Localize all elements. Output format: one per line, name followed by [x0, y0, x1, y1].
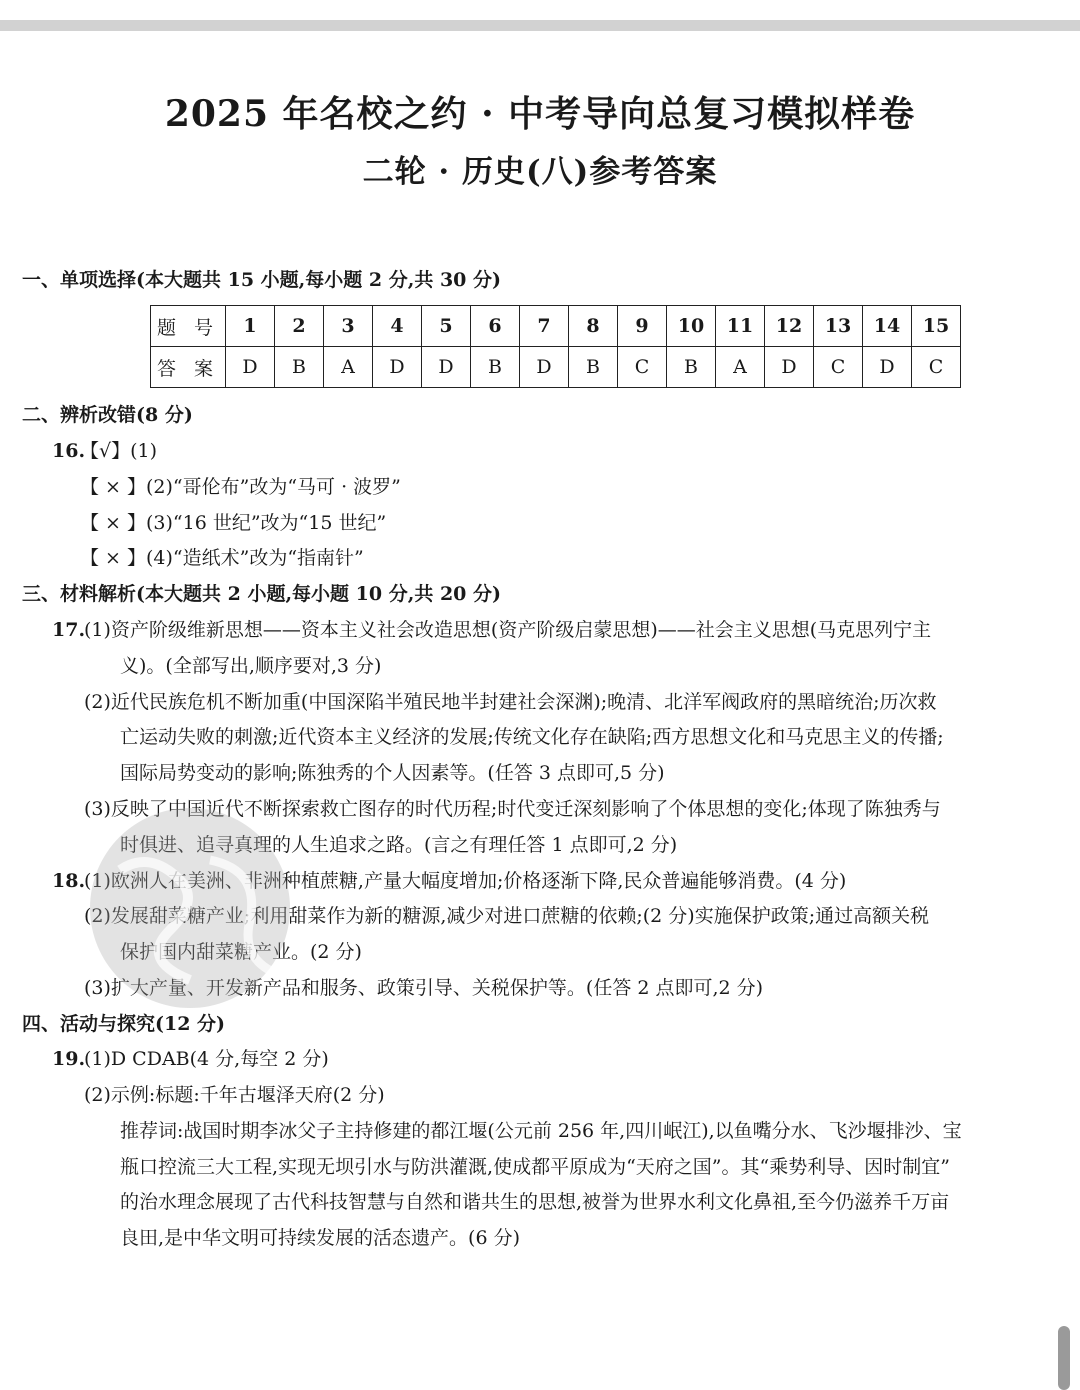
question-19-line: 推荐词:战国时期李冰父子主持修建的都江堰(公元前 256 年,四川岷江),以鱼嘴分水、飞沙堰排沙、宝: [120, 1120, 962, 1142]
question-19-number: 19.: [52, 1048, 86, 1070]
section4-heading: 四、活动与探究(12 分): [22, 1013, 226, 1035]
question-number-cell: 15: [912, 306, 961, 347]
question-17-line: 亡运动失败的刺激;近代资本主义经济的发展;传统文化存在缺陷;西方思想文化和马克思主义的传播;: [120, 726, 944, 748]
section1-heading: 一、单项选择(本大题共 15 小题,每小题 2 分,共 30 分): [22, 269, 501, 291]
question-number-cell: 7: [520, 306, 569, 347]
question-number-cell: 12: [765, 306, 814, 347]
question-number-cell: 9: [618, 306, 667, 347]
answer-cell: D: [520, 347, 569, 388]
question-18-line: (1)欧洲人在美洲、非洲种植蔗糖,产量大幅度增加;价格逐渐下降,民众普遍能够消费。(4 分): [84, 870, 847, 892]
question-18-line: (3)扩大产量、开发新产品和服务、政策引导、关税保护等。(任答 2 点即可,2 分): [84, 977, 764, 999]
answer-table-number-row: [151, 306, 961, 347]
answer-cell: B: [569, 347, 618, 388]
answer-table: [150, 305, 961, 388]
question-16-item: 【 × 】(3)“16 世纪”改为“15 世纪”: [80, 512, 387, 534]
question-19-line: 的治水理念展现了古代科技智慧与自然和谐共生的思想,被誉为世界水利文化鼻祖,至今仍滋养千万亩: [120, 1191, 950, 1213]
answer-cell: C: [814, 347, 863, 388]
question-17-line: 时俱进、追寻真理的人生追求之路。(言之有理任答 1 点即可,2 分): [120, 834, 678, 856]
answer-table-answer-row: [151, 347, 961, 388]
page-title: 2025 年名校之约 · 中考导向总复习模拟样卷: [164, 93, 916, 135]
question-number-cell: 10: [667, 306, 716, 347]
page-subtitle: 二轮 · 历史(八)参考答案: [362, 154, 718, 190]
question-17-line: (2)近代民族危机不断加重(中国深陷半殖民地半封建社会深渊);晚清、北洋军阀政府的黑暗统治;历次救: [84, 691, 937, 713]
answer-cell: D: [422, 347, 471, 388]
question-16-item: 【 × 】(4)“造纸术”改为“指南针”: [80, 547, 364, 569]
question-number-cell: 2: [275, 306, 324, 347]
question-18-number: 18.: [52, 870, 86, 892]
question-19-line: (2)示例:标题:千年古堰泽天府(2 分): [84, 1084, 385, 1106]
answer-cell: C: [618, 347, 667, 388]
scrollbar-thumb[interactable]: [1058, 1326, 1070, 1390]
question-17-line: 义)。(全部写出,顺序要对,3 分): [120, 655, 382, 677]
answer-cell: D: [765, 347, 814, 388]
question-19-line: (1)D CDAB(4 分,每空 2 分): [84, 1048, 329, 1070]
question-number-cell: 1: [226, 306, 275, 347]
answer-cell: D: [226, 347, 275, 388]
section2-heading: 二、辨析改错(8 分): [22, 404, 193, 426]
answer-cell: A: [324, 347, 373, 388]
question-number-cell: 13: [814, 306, 863, 347]
question-number-cell: 3: [324, 306, 373, 347]
answer-cell: B: [275, 347, 324, 388]
question-17-number: 17.: [52, 619, 86, 641]
question-number-cell: 11: [716, 306, 765, 347]
question-19-line: 瓶口控流三大工程,实现无坝引水与防洪灌溉,使成都平原成为“天府之国”。其“乘势利导、因时制宜”: [120, 1156, 950, 1178]
answer-cell: B: [471, 347, 520, 388]
question-16-number: 16.: [52, 440, 86, 462]
question-number-cell: 14: [863, 306, 912, 347]
answer-cell: A: [716, 347, 765, 388]
question-18-line: (2)发展甜菜糖产业;利用甜菜作为新的糖源,减少对进口蔗糖的依赖;(2 分)实施保护政策;通过高额关税: [84, 905, 930, 927]
question-17-line: (1)资产阶级维新思想——资本主义社会改造思想(资产阶级启蒙思想)——社会主义思想(马克思列宁主: [84, 619, 932, 641]
row-label-numbers: 题 号: [151, 306, 226, 347]
row-label-answers: 答 案: [151, 347, 226, 388]
question-16-item: 【√】(1): [80, 440, 158, 462]
answer-cell: D: [373, 347, 422, 388]
question-number-cell: 4: [373, 306, 422, 347]
question-18-line: 保护国内甜菜糖产业。(2 分): [120, 941, 362, 963]
question-number-cell: 6: [471, 306, 520, 347]
top-divider-bar: [0, 20, 1080, 31]
question-number-cell: 5: [422, 306, 471, 347]
section3-heading: 三、材料解析(本大题共 2 小题,每小题 10 分,共 20 分): [22, 583, 501, 605]
answer-cell: B: [667, 347, 716, 388]
question-17-line: 国际局势变动的影响;陈独秀的个人因素等。(任答 3 点即可,5 分): [120, 762, 665, 784]
question-19-line: 良田,是中华文明可持续发展的活态遗产。(6 分): [120, 1227, 520, 1249]
answer-cell: D: [863, 347, 912, 388]
answer-cell: C: [912, 347, 961, 388]
question-16-item: 【 × 】(2)“哥伦布”改为“马可 · 波罗”: [80, 476, 401, 498]
question-17-line: (3)反映了中国近代不断探索救亡图存的时代历程;时代变迁深刻影响了个体思想的变化;体现了陈独秀与: [84, 798, 941, 820]
question-number-cell: 8: [569, 306, 618, 347]
